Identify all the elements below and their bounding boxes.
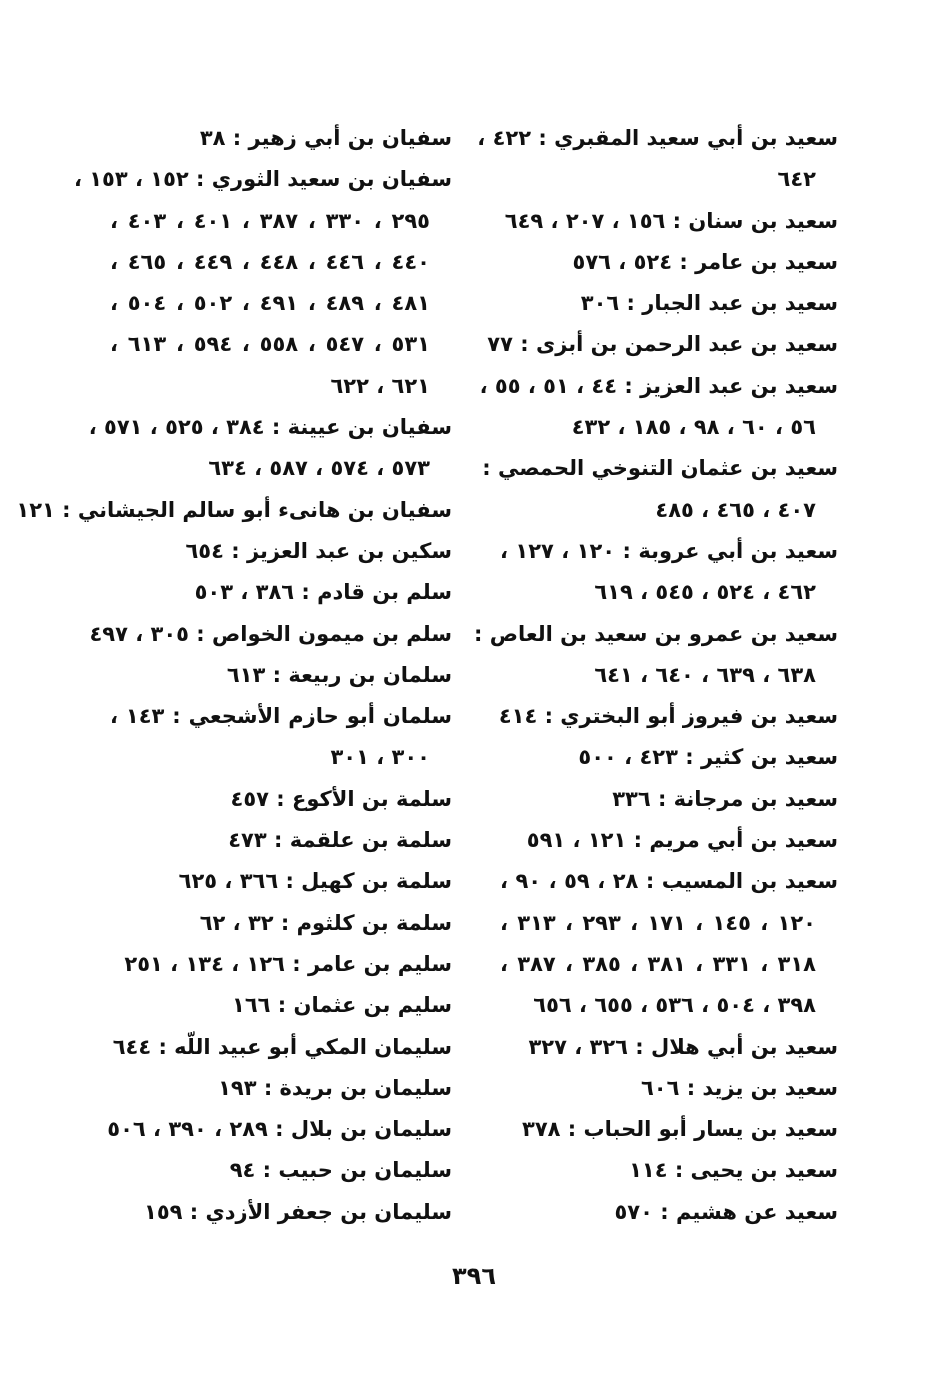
- index-entry: سعيد بن أبي عروبة : ١٢٠ ، ١٢٧ ،: [500, 538, 838, 563]
- index-entry: سلم بن قادم : ٣٨٦ ، ٥٠٣: [194, 580, 452, 605]
- index-entry-continuation: ٦٤٢: [777, 167, 816, 192]
- index-entry: سفيان بن هانىء أبو سالم الجيشاني : ١٢١: [16, 497, 452, 522]
- index-entry: سعيد بن فيروز أبو البختري : ٤١٤: [498, 704, 838, 729]
- index-entry-continuation: ٥٦ ، ٦٠ ، ٩٨ ، ١٨٥ ، ٤٣٢: [571, 415, 816, 440]
- index-entry: سلمة بن الأكوع : ٤٥٧: [230, 786, 452, 811]
- index-entry: سعيد بن عمرو بن سعيد بن العاص :: [474, 621, 838, 646]
- index-entry: سعيد بن كثير : ٤٢٣ ، ٥٠٠: [578, 745, 838, 770]
- index-entry-continuation: ٤٦٢ ، ٥٢٤ ، ٥٤٥ ، ٦١٩: [594, 580, 816, 605]
- index-entry: سعيد بن عامر : ٥٢٤ ، ٥٧٦: [572, 249, 838, 274]
- index-entry: سعيد بن عبد الجبار : ٣٠٦: [580, 291, 838, 316]
- index-entry-continuation: ٤٠٧ ، ٤٦٥ ، ٤٨٥: [655, 497, 816, 522]
- index-entry-continuation: ٦٢١ ، ٦٢٢: [330, 373, 430, 398]
- index-column-left: [16, 118, 452, 1233]
- index-entry-continuation: ٦٣٨ ، ٦٣٩ ، ٦٤٠ ، ٦٤١: [594, 662, 816, 687]
- index-entry: سلمان بن ربيعة : ٦١٣: [226, 662, 452, 687]
- index-entry: سعيد بن يسار أبو الحباب : ٣٧٨: [522, 1117, 838, 1142]
- index-entry: سفيان بن سعيد الثوري : ١٥٢ ، ١٥٣ ،: [73, 167, 452, 192]
- index-entry-continuation: ٢٩٥ ، ٣٣٠ ، ٣٨٧ ، ٤٠١ ، ٤٠٣ ،: [110, 208, 430, 233]
- index-entry-continuation: ٥٧٣ ، ٥٧٤ ، ٥٨٧ ، ٦٣٤: [208, 456, 430, 481]
- index-entry-continuation: ١٢٠ ، ١٤٥ ، ١٧١ ، ٢٩٣ ، ٣١٣ ،: [500, 910, 816, 935]
- index-entry: سليمان بن حبيب : ٩٤: [229, 1158, 452, 1183]
- index-entry: سليم بن عثمان : ١٦٦: [232, 993, 452, 1018]
- index-entry: سلمة بن كهيل : ٣٦٦ ، ٦٢٥: [178, 869, 452, 894]
- index-entry: سعيد بن أبي هلال : ٣٢٦ ، ٣٢٧: [528, 1034, 838, 1059]
- index-entry: سفيان بن عيينة : ٣٨٤ ، ٥٢٥ ، ٥٧١ ،: [88, 415, 452, 440]
- index-entry: سعيد بن عثمان التنوخي الحمصي :: [482, 456, 838, 481]
- index-entry: سليم بن عامر : ١٢٦ ، ١٣٤ ، ٢٥١: [124, 951, 452, 976]
- index-entry: سلمان أبو حازم الأشجعي : ١٤٣ ،: [110, 704, 452, 729]
- index-entry: سليمان المكي أبو عبيد اللّه : ٦٤٤: [112, 1034, 452, 1059]
- index-entry: سعيد بن يحيى : ١١٤: [629, 1158, 838, 1183]
- index-entry: سعيد بن أبي سعيد المقبري : ٤٢٢ ،: [477, 126, 838, 150]
- index-entry: سليمان بن بريدة : ١٩٣: [218, 1075, 452, 1100]
- index-entry: سعيد عن هشيم : ٥٧٠: [614, 1199, 838, 1224]
- index-entry: سليمان بن بلال : ٢٨٩ ، ٣٩٠ ، ٥٠٦: [107, 1117, 452, 1142]
- index-entry: سعيد بن عبد العزيز : ٤٤ ، ٥١ ، ٥٥ ،: [479, 373, 838, 398]
- index-entry: سكين بن عبد العزيز : ٦٥٤: [185, 538, 452, 563]
- index-entry: سلمة بن كلثوم : ٣٢ ، ٦٢: [199, 910, 452, 935]
- index-column-right: [474, 118, 839, 1233]
- index-entry: سفيان بن أبي زهير : ٣٨: [199, 126, 452, 150]
- index-entry: سعيد بن أبي مريم : ١٢١ ، ٥٩١: [526, 828, 838, 853]
- index-entry: سعيد بن عبد الرحمن بن أبزى : ٧٧: [487, 332, 838, 357]
- index-entry-continuation: ٤٤٠ ، ٤٤٦ ، ٤٤٨ ، ٤٤٩ ، ٤٦٥ ،: [110, 249, 430, 274]
- index-entry: سلم بن ميمون الخواص : ٣٠٥ ، ٤٩٧: [89, 621, 452, 646]
- index-entry-continuation: ٣١٨ ، ٣٣١ ، ٣٨١ ، ٣٨٥ ، ٣٨٧ ،: [500, 951, 816, 976]
- index-entry: سلمة بن علقمة : ٤٧٣: [228, 828, 452, 853]
- index-entry-continuation: ٣٩٨ ، ٥٠٤ ، ٥٣٦ ، ٦٥٥ ، ٦٥٦: [533, 993, 816, 1018]
- index-entry: سليمان بن جعفر الأزدي : ١٥٩: [144, 1199, 452, 1224]
- index-entry-continuation: ٤٨١ ، ٤٨٩ ، ٤٩١ ، ٥٠٢ ، ٥٠٤ ،: [110, 291, 430, 316]
- index-entry: سعيد بن يزيد : ٦٠٦: [640, 1075, 838, 1100]
- index-entry-continuation: ٥٣١ ، ٥٤٧ ، ٥٥٨ ، ٥٩٤ ، ٦١٣ ،: [110, 332, 430, 357]
- page-number: ٣٩٦: [452, 1262, 496, 1290]
- index-entry-continuation: ٣٠٠ ، ٣٠١: [330, 745, 430, 770]
- index-entry: سعيد بن مرجانة : ٣٣٦: [612, 786, 838, 811]
- index-entry: سعيد بن سنان : ١٥٦ ، ٢٠٧ ، ٦٤٩: [504, 208, 838, 233]
- index-entry: سعيد بن المسيب : ٢٨ ، ٥٩ ، ٩٠ ،: [500, 869, 839, 894]
